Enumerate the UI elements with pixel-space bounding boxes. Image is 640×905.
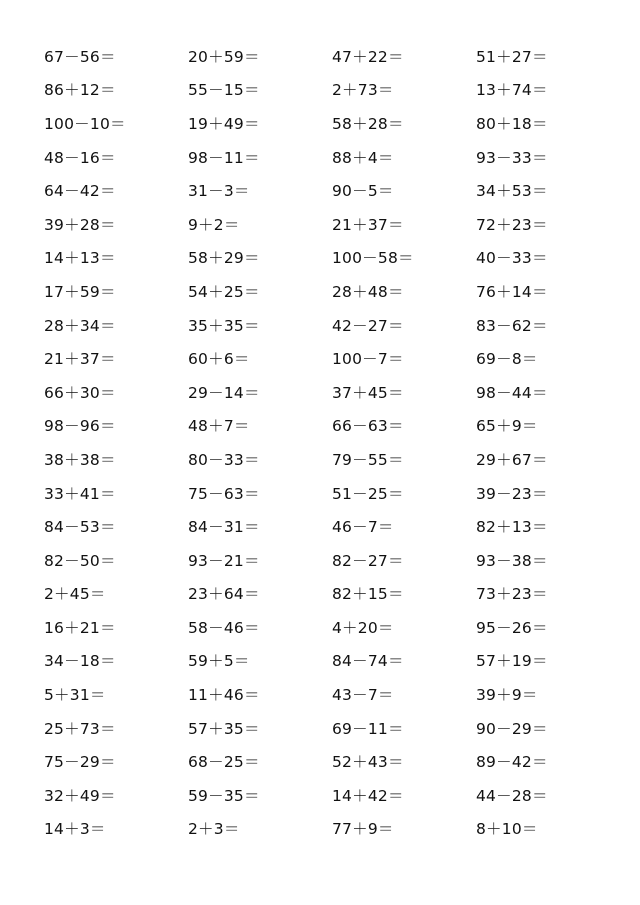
math-problem: 59－35＝ [188, 786, 260, 805]
math-problem: 58＋28＝ [332, 114, 404, 133]
math-problem: 38＋38＝ [44, 450, 116, 469]
math-problem: 23＋64＝ [188, 585, 260, 604]
math-problem: 52＋43＝ [332, 753, 404, 772]
math-problem: 64－42＝ [44, 182, 116, 201]
math-problem: 25＋73＝ [44, 719, 116, 738]
math-problem: 84－53＝ [44, 518, 116, 537]
math-problem: 66＋30＝ [44, 383, 116, 402]
problem-row [44, 678, 620, 712]
math-problem: 98－44＝ [476, 383, 548, 402]
math-problem: 4＋20＝ [332, 618, 394, 637]
math-problem: 89－42＝ [476, 753, 548, 772]
problem-row [44, 242, 620, 276]
math-problem: 2＋73＝ [332, 81, 394, 100]
math-problem: 80－33＝ [188, 450, 260, 469]
problem-row [44, 578, 620, 612]
math-problem: 95－26＝ [476, 618, 548, 637]
math-problem: 67－56＝ [44, 47, 116, 66]
math-problem: 100－58＝ [332, 249, 414, 268]
math-problem: 31－3＝ [188, 182, 250, 201]
math-problem: 90－5＝ [332, 182, 394, 201]
math-problem: 20＋59＝ [188, 47, 260, 66]
math-problem: 76＋14＝ [476, 282, 548, 301]
problem-row [44, 141, 620, 175]
math-problem: 48＋7＝ [188, 417, 250, 436]
math-problem: 33＋41＝ [44, 484, 116, 503]
math-problem: 17＋59＝ [44, 282, 116, 301]
math-problem: 93－38＝ [476, 551, 548, 570]
math-problem: 58＋29＝ [188, 249, 260, 268]
problem-row [44, 779, 620, 813]
math-problem: 8＋10＝ [476, 820, 538, 839]
math-problem: 19＋49＝ [188, 114, 260, 133]
math-problem: 42－27＝ [332, 316, 404, 335]
problem-row [44, 275, 620, 309]
math-problem: 69－11＝ [332, 719, 404, 738]
math-problem: 21＋37＝ [44, 350, 116, 369]
problem-row [44, 443, 620, 477]
math-problem: 35＋35＝ [188, 316, 260, 335]
math-problem: 13＋74＝ [476, 81, 548, 100]
math-problem: 69－8＝ [476, 350, 538, 369]
math-problem: 68－25＝ [188, 753, 260, 772]
problem-row [44, 745, 620, 779]
math-problem: 75－29＝ [44, 753, 116, 772]
math-problem: 59＋5＝ [188, 652, 250, 671]
math-problem: 84－31＝ [188, 518, 260, 537]
problem-row [44, 544, 620, 578]
math-problem: 98－11＝ [188, 148, 260, 167]
math-problem: 34＋53＝ [476, 182, 548, 201]
problem-row [44, 40, 620, 74]
problem-row [44, 611, 620, 645]
math-problem: 39－23＝ [476, 484, 548, 503]
problem-row [44, 309, 620, 343]
problem-row [44, 174, 620, 208]
math-problem: 32＋49＝ [44, 786, 116, 805]
math-problem: 73＋23＝ [476, 585, 548, 604]
math-problem: 77＋9＝ [332, 820, 394, 839]
math-problem: 55－15＝ [188, 81, 260, 100]
math-problem: 83－62＝ [476, 316, 548, 335]
math-problem: 14＋13＝ [44, 249, 116, 268]
problem-row [44, 107, 620, 141]
math-problem: 39＋28＝ [44, 215, 116, 234]
math-problem: 82－27＝ [332, 551, 404, 570]
math-problem: 60＋6＝ [188, 350, 250, 369]
math-problem: 72＋23＝ [476, 215, 548, 234]
math-worksheet [44, 40, 620, 846]
math-problem: 86＋12＝ [44, 81, 116, 100]
math-problem: 28＋34＝ [44, 316, 116, 335]
math-problem: 46－7＝ [332, 518, 394, 537]
math-problem: 14＋42＝ [332, 786, 404, 805]
math-problem: 2＋45＝ [44, 585, 106, 604]
math-problem: 75－63＝ [188, 484, 260, 503]
math-problem: 84－74＝ [332, 652, 404, 671]
problem-row [44, 376, 620, 410]
problem-row [44, 477, 620, 511]
problem-row [44, 510, 620, 544]
math-problem: 47＋22＝ [332, 47, 404, 66]
problem-row [44, 645, 620, 679]
problem-row [44, 813, 620, 847]
math-problem: 93－33＝ [476, 148, 548, 167]
math-problem: 100－7＝ [332, 350, 404, 369]
math-problem: 9＋2＝ [188, 215, 240, 234]
math-problem: 29－14＝ [188, 383, 260, 402]
math-problem: 40－33＝ [476, 249, 548, 268]
math-problem: 51＋27＝ [476, 47, 548, 66]
math-problem: 16＋21＝ [44, 618, 116, 637]
math-problem: 21＋37＝ [332, 215, 404, 234]
math-problem: 79－55＝ [332, 450, 404, 469]
problem-row [44, 410, 620, 444]
problem-row [44, 342, 620, 376]
math-problem: 51－25＝ [332, 484, 404, 503]
math-problem: 100－10＝ [44, 114, 126, 133]
math-problem: 11＋46＝ [188, 686, 260, 705]
problem-row [44, 712, 620, 746]
math-problem: 37＋45＝ [332, 383, 404, 402]
math-problem: 29＋67＝ [476, 450, 548, 469]
math-problem: 88＋4＝ [332, 148, 394, 167]
math-problem: 98－96＝ [44, 417, 116, 436]
math-problem: 82＋15＝ [332, 585, 404, 604]
math-problem: 5＋31＝ [44, 686, 106, 705]
math-problem: 82＋13＝ [476, 518, 548, 537]
math-problem: 2＋3＝ [188, 820, 240, 839]
math-problem: 65＋9＝ [476, 417, 538, 436]
math-problem: 28＋48＝ [332, 282, 404, 301]
math-problem: 34－18＝ [44, 652, 116, 671]
math-problem: 43－7＝ [332, 686, 394, 705]
math-problem: 66－63＝ [332, 417, 404, 436]
math-problem: 14＋3＝ [44, 820, 106, 839]
math-problem: 48－16＝ [44, 148, 116, 167]
math-problem: 44－28＝ [476, 786, 548, 805]
math-problem: 90－29＝ [476, 719, 548, 738]
math-problem: 80＋18＝ [476, 114, 548, 133]
problem-row [44, 74, 620, 108]
math-problem: 57＋35＝ [188, 719, 260, 738]
math-problem: 54＋25＝ [188, 282, 260, 301]
math-problem: 39＋9＝ [476, 686, 538, 705]
math-problem: 57＋19＝ [476, 652, 548, 671]
math-problem: 58－46＝ [188, 618, 260, 637]
math-problem: 93－21＝ [188, 551, 260, 570]
problem-row [44, 208, 620, 242]
math-problem: 82－50＝ [44, 551, 116, 570]
